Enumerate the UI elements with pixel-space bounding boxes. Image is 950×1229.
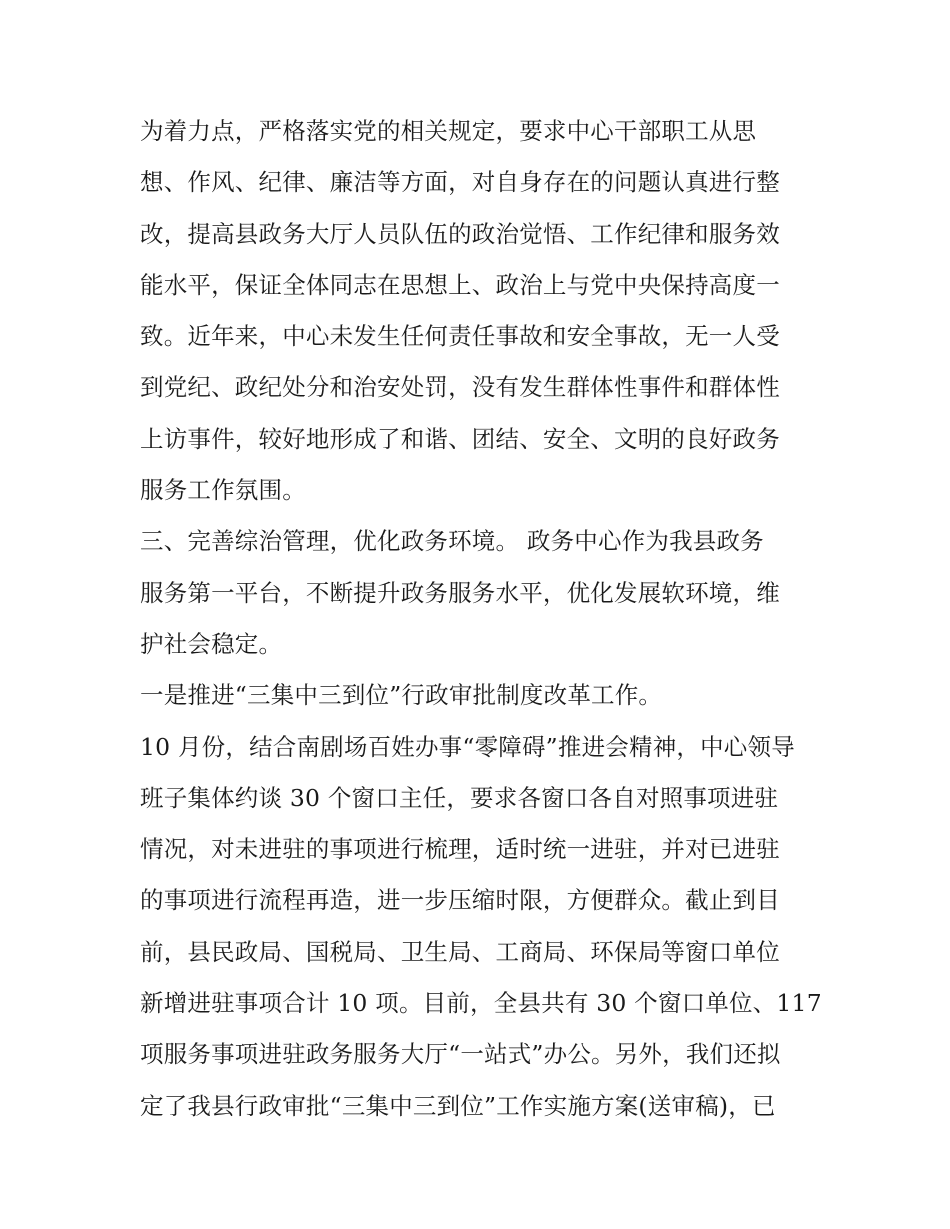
text-line: 新增进驻事项合计 10 项。目前，全县共有 30 个窗口单位、117 bbox=[140, 989, 822, 1018]
text-line: 能水平，保证全体同志在思想上、政治上与党中央保持高度一 bbox=[140, 270, 780, 299]
text-line: 护社会稳定。 bbox=[140, 629, 283, 658]
text-line: 到党纪、政纪处分和治安处罚，没有发生群体性事件和群体性 bbox=[140, 373, 780, 402]
subsection-heading: 一是推进“三集中三到位”行政审批制度改革工作。 bbox=[140, 681, 663, 710]
text-line: 服务工作氛围。 bbox=[140, 476, 306, 505]
text-line: 服务第一平台，不断提升政务服务水平，优化发展软环境，维 bbox=[140, 578, 780, 607]
text-line: 定了我县行政审批“三集中三到位”工作实施方案(送审稿)，已 bbox=[140, 1091, 776, 1120]
text-line: 为着力点，严格落实党的相关规定，要求中心干部职工从思 bbox=[140, 117, 757, 145]
section-heading: 三、完善综治管理，优化政务环境。 政务中心作为我县政务 bbox=[140, 527, 764, 556]
text-line: 上访事件，较好地形成了和谐、团结、安全、文明的良好政务 bbox=[140, 424, 780, 453]
text-line: 前，县民政局、国税局、卫生局、工商局、环保局等窗口单位 bbox=[140, 937, 780, 966]
text-line: 改，提高县政务大厅人员队伍的政治觉悟、工作纪律和服务效 bbox=[140, 219, 780, 248]
text-line: 想、作风、纪律、廉洁等方面，对自身存在的问题认真进行整 bbox=[140, 168, 780, 197]
text-line: 10 月份，结合南剧场百姓办事“零障碍”推进会精神，中心领导 bbox=[140, 732, 795, 761]
text-line: 班子集体约谈 30 个窗口主任，要求各窗口各自对照事项进驻 bbox=[140, 783, 779, 812]
text-line: 项服务事项进驻政务服务大厅“一站式”办公。另外，我们还拟 bbox=[140, 1040, 781, 1069]
text-line: 致。近年来，中心未发生任何责任事故和安全事故，无一人受 bbox=[140, 322, 780, 351]
document-body bbox=[140, 106, 822, 1132]
text-line: 的事项进行流程再造，进一步压缩时限，方便群众。截止到目 bbox=[140, 886, 780, 915]
text-line: 情况，对未进驻的事项进行梳理，适时统一进驻，并对已进驻 bbox=[140, 835, 780, 864]
